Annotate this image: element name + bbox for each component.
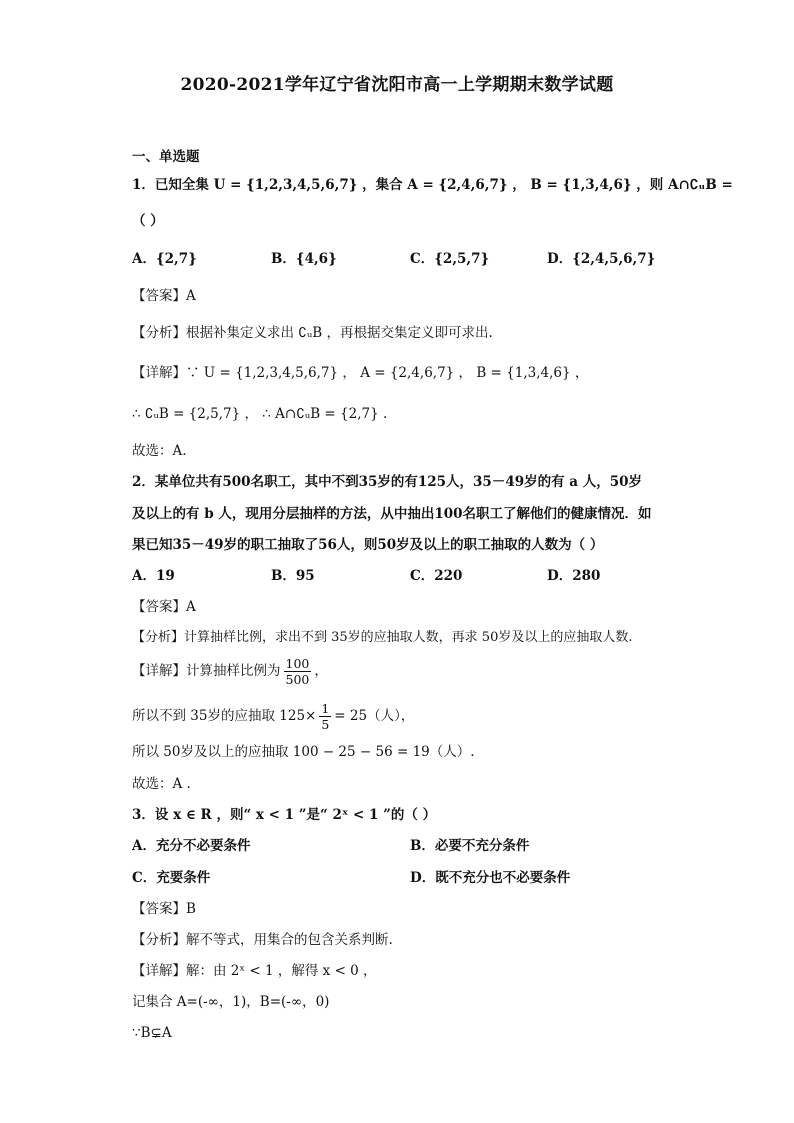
q1-paren: （ ） bbox=[132, 213, 164, 229]
q3-answer: 【答案】B bbox=[132, 901, 196, 917]
q2-detail-prefix: 【详解】计算抽样比例为 bbox=[132, 663, 281, 679]
q2-answer: 【答案】A bbox=[132, 599, 196, 615]
q2-choice: 故选：A . bbox=[132, 776, 191, 792]
fraction-denominator: 5 bbox=[321, 717, 330, 732]
q1-stem-text: 1．已知全集 U = {1,2,3,4,5,6,7} ，集合 A = {2,4,6,7} ， B = {1,3,4,6} ，则 A∩∁ᵤB = bbox=[132, 177, 733, 193]
q2-option-a: A．19 bbox=[132, 568, 175, 584]
q1-answer: 【答案】A bbox=[132, 288, 196, 304]
q3-stem: 3．设 x ∈ R ，则“ x < 1 ”是“ 2ˣ < 1 ”的（ ） bbox=[132, 807, 437, 823]
q2-detail-line1 bbox=[132, 656, 328, 687]
q2-calc1-prefix: 所以不到 35岁的应抽取 125× bbox=[132, 708, 317, 724]
q3-detail-line2: 记集合 A=(-∞，1)，B=(-∞，0) bbox=[132, 994, 330, 1010]
q2-stem-line3: 果已知35－49岁的职工抽取了56人，则50岁及以上的职工抽取的人数为（ ） bbox=[132, 537, 604, 553]
q2-option-b: B．95 bbox=[271, 568, 315, 584]
q2-option-d: D．280 bbox=[547, 568, 601, 584]
q1-choice: 故选：A. bbox=[132, 443, 187, 459]
q3-option-a: A．充分不必要条件 bbox=[132, 838, 251, 854]
q3-analysis: 【分析】解不等式，用集合的包含关系判断. bbox=[132, 932, 393, 948]
q2-calc-line1 bbox=[132, 701, 414, 732]
q1-option-d: D．{2,4,5,6,7} bbox=[547, 251, 656, 267]
q2-calc-line2: 所以 50岁及以上的应抽取 100 − 25 − 56 = 19（人）. bbox=[132, 744, 475, 760]
q1-detail-line1: 【详解】∵ U = {1,2,3,4,5,6,7} ， A = {2,4,6,7} ， B = {1,3,4,6} ， bbox=[132, 365, 589, 381]
section-heading: 一、单选题 bbox=[132, 149, 200, 165]
q1-option-c: C．{2,5,7} bbox=[410, 251, 490, 267]
fraction-100-500 bbox=[284, 656, 312, 687]
fraction-numerator: 1 bbox=[321, 701, 330, 716]
q1-option-a: A．{2,7} bbox=[132, 251, 197, 267]
q3-option-c: C．充要条件 bbox=[132, 870, 211, 886]
q1-stem bbox=[132, 176, 733, 194]
q3-option-b: B．必要不充分条件 bbox=[410, 838, 530, 854]
q1-detail-line2: ∴ ∁ᵤB = {2,5,7} ， ∴ A∩∁ᵤB = {2,7} . bbox=[132, 406, 388, 422]
q2-analysis: 【分析】计算抽样比例，求出不到 35岁的应抽取人数，再求 50岁及以上的应抽取人数. bbox=[132, 630, 633, 645]
q2-stem-line1: 2．某单位共有500名职工，其中不到35岁的有125人，35－49岁的有 a 人，50岁 bbox=[132, 474, 643, 490]
q3-detail-line3: ∵B⊊A bbox=[132, 1025, 172, 1041]
q2-option-c: C．220 bbox=[410, 568, 463, 584]
page-title: 2020-2021学年辽宁省沈阳市高一上学期期末数学试题 bbox=[180, 75, 614, 95]
q1-analysis: 【分析】根据补集定义求出 ∁ᵤB ，再根据交集定义即可求出. bbox=[132, 325, 493, 341]
fraction-numerator: 100 bbox=[285, 656, 310, 671]
q3-detail-line1: 【详解】解：由 2ˣ < 1 ，解得 x < 0 ， bbox=[132, 963, 377, 979]
q2-detail-suffix: ， bbox=[314, 663, 328, 679]
q2-stem-line2: 及以上的有 b 人，现用分层抽样的方法，从中抽出100名职工了解他们的健康情况．如 bbox=[132, 506, 652, 522]
q2-calc1-suffix: = 25（人）， bbox=[334, 708, 415, 724]
q3-option-d: D．既不充分也不必要条件 bbox=[410, 870, 571, 886]
q1-option-b: B．{4,6} bbox=[271, 251, 337, 267]
fraction-denominator: 500 bbox=[285, 672, 310, 687]
fraction-1-5 bbox=[319, 701, 331, 732]
